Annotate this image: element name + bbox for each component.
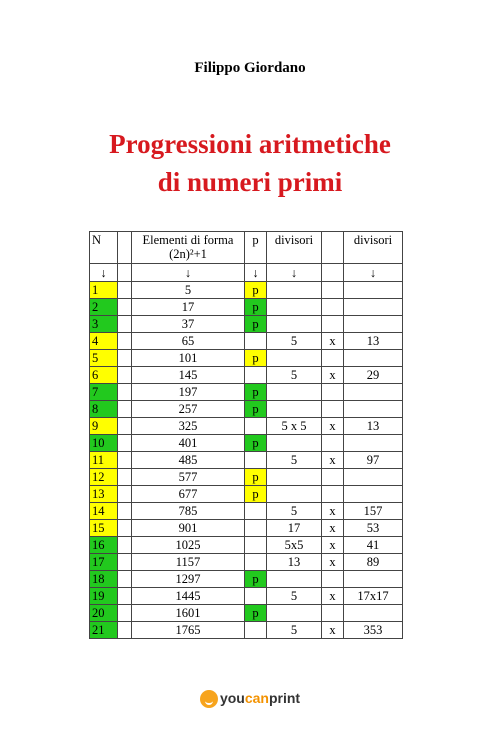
header-n: N [90,232,118,264]
header-divisori-1: divisori [267,232,322,264]
divisor-1 [267,469,322,486]
spacer-cell [118,299,132,316]
smile-logo-icon [200,690,218,708]
divisor-2: 41 [344,537,403,554]
header-x [322,232,344,264]
table-row [90,469,403,486]
down-arrow-icon: ↓ [132,264,245,282]
times-sign [322,469,344,486]
arrow-row [90,264,403,282]
divisor-2: 353 [344,622,403,639]
element-value: 1297 [132,571,245,588]
spacer-cell [118,282,132,299]
element-value: 1025 [132,537,245,554]
divisor-1: 13 [267,554,322,571]
spacer-cell [118,367,132,384]
row-number: 10 [90,435,118,452]
times-sign: x [322,503,344,520]
table-row [90,520,403,537]
logo-text-can: can [244,690,269,706]
down-arrow-icon: ↓ [344,264,403,282]
spacer-cell [118,350,132,367]
down-arrow-icon: ↓ [245,264,267,282]
header-elements-line1: Elementi di forma [142,233,234,247]
divisor-1: 17 [267,520,322,537]
spacer-cell [118,435,132,452]
element-value: 37 [132,316,245,333]
spacer-cell [118,333,132,350]
row-number: 15 [90,520,118,537]
table-row [90,418,403,435]
prime-marker: p [245,384,267,401]
table-row [90,486,403,503]
spacer-cell [118,520,132,537]
spacer-cell [118,316,132,333]
book-title [0,125,500,201]
divisor-1 [267,486,322,503]
divisor-1 [267,435,322,452]
times-sign [322,282,344,299]
table-row [90,282,403,299]
arrow-spacer [118,264,132,282]
divisor-2: 97 [344,452,403,469]
row-number: 7 [90,384,118,401]
times-sign: x [322,622,344,639]
element-value: 197 [132,384,245,401]
arrow-spacer [322,264,344,282]
divisor-1 [267,350,322,367]
times-sign: x [322,554,344,571]
table-row [90,333,403,350]
prime-marker: p [245,401,267,418]
prime-marker [245,520,267,537]
element-value: 785 [132,503,245,520]
table-row [90,367,403,384]
prime-marker [245,367,267,384]
table-row [90,588,403,605]
table-row [90,350,403,367]
times-sign [322,316,344,333]
element-value: 257 [132,401,245,418]
divisor-1 [267,605,322,622]
prime-marker: p [245,299,267,316]
times-sign [322,401,344,418]
divisor-1: 5 [267,588,322,605]
spacer-cell [118,537,132,554]
divisor-2 [344,401,403,418]
divisor-1 [267,299,322,316]
row-number: 16 [90,537,118,554]
divisor-2: 53 [344,520,403,537]
row-number: 6 [90,367,118,384]
times-sign: x [322,588,344,605]
spacer-cell [118,401,132,418]
prime-marker: p [245,571,267,588]
spacer-cell [118,418,132,435]
divisor-1: 5 [267,333,322,350]
prime-marker [245,418,267,435]
times-sign [322,435,344,452]
header-spacer [118,232,132,264]
divisor-2 [344,282,403,299]
spacer-cell [118,554,132,571]
row-number: 3 [90,316,118,333]
prime-marker: p [245,350,267,367]
primes-table [89,231,403,639]
divisor-2: 13 [344,333,403,350]
times-sign: x [322,333,344,350]
element-value: 325 [132,418,245,435]
row-number: 17 [90,554,118,571]
row-number: 21 [90,622,118,639]
divisor-1 [267,401,322,418]
row-number: 18 [90,571,118,588]
spacer-cell [118,503,132,520]
prime-marker [245,333,267,350]
times-sign: x [322,537,344,554]
table-row [90,537,403,554]
divisor-2: 17x17 [344,588,403,605]
element-value: 101 [132,350,245,367]
times-sign: x [322,452,344,469]
prime-marker: p [245,469,267,486]
table-row [90,316,403,333]
spacer-cell [118,469,132,486]
table-header-row [90,232,403,264]
divisor-2 [344,486,403,503]
element-value: 1157 [132,554,245,571]
times-sign [322,486,344,503]
table-row [90,384,403,401]
divisor-2: 29 [344,367,403,384]
times-sign: x [322,367,344,384]
row-number: 2 [90,299,118,316]
divisor-2: 157 [344,503,403,520]
divisor-2: 13 [344,418,403,435]
row-number: 13 [90,486,118,503]
row-number: 19 [90,588,118,605]
table-row [90,452,403,469]
prime-marker [245,554,267,571]
row-number: 5 [90,350,118,367]
row-number: 8 [90,401,118,418]
table-row [90,503,403,520]
divisor-2 [344,316,403,333]
element-value: 65 [132,333,245,350]
element-value: 17 [132,299,245,316]
times-sign [322,299,344,316]
table-row [90,622,403,639]
divisor-1 [267,384,322,401]
divisor-2 [344,384,403,401]
prime-marker: p [245,435,267,452]
element-value: 901 [132,520,245,537]
table-row [90,299,403,316]
table-row [90,401,403,418]
spacer-cell [118,605,132,622]
prime-marker: p [245,605,267,622]
down-arrow-icon: ↓ [90,264,118,282]
times-sign: x [322,418,344,435]
divisor-1: 5 [267,367,322,384]
prime-marker: p [245,486,267,503]
spacer-cell [118,622,132,639]
logo-text-you: you [219,690,245,706]
spacer-cell [118,384,132,401]
divisor-2 [344,571,403,588]
row-number: 1 [90,282,118,299]
spacer-cell [118,452,132,469]
prime-marker [245,622,267,639]
header-p: p [245,232,267,264]
element-value: 1445 [132,588,245,605]
spacer-cell [118,588,132,605]
element-value: 1765 [132,622,245,639]
divisor-2 [344,350,403,367]
table-row [90,571,403,588]
row-number: 12 [90,469,118,486]
table-row [90,435,403,452]
spacer-cell [118,571,132,588]
row-number: 14 [90,503,118,520]
spacer-cell [118,486,132,503]
title-line-1: Progressioni aritmetiche [109,129,391,159]
prime-marker: p [245,316,267,333]
times-sign [322,384,344,401]
element-value: 1601 [132,605,245,622]
element-value: 5 [132,282,245,299]
prime-marker [245,537,267,554]
table-row [90,554,403,571]
divisor-2 [344,469,403,486]
divisor-1 [267,571,322,588]
divisor-2 [344,605,403,622]
times-sign [322,350,344,367]
publisher-logo [0,690,500,708]
times-sign [322,605,344,622]
header-divisori-2: divisori [344,232,403,264]
down-arrow-icon: ↓ [267,264,322,282]
table-row [90,605,403,622]
prime-marker: p [245,282,267,299]
divisor-1 [267,282,322,299]
title-line-2: di numeri primi [157,167,343,197]
divisor-1: 5 [267,503,322,520]
divisor-2 [344,299,403,316]
divisor-1: 5x5 [267,537,322,554]
divisor-1: 5 x 5 [267,418,322,435]
row-number: 4 [90,333,118,350]
header-elements-line2: (2n)²+1 [169,247,207,261]
times-sign [322,571,344,588]
prime-marker [245,452,267,469]
prime-marker [245,588,267,605]
row-number: 9 [90,418,118,435]
divisor-1: 5 [267,622,322,639]
element-value: 577 [132,469,245,486]
element-value: 145 [132,367,245,384]
times-sign: x [322,520,344,537]
row-number: 11 [90,452,118,469]
logo-text-print: print [268,690,301,706]
divisor-2 [344,435,403,452]
prime-marker [245,503,267,520]
divisor-1 [267,316,322,333]
row-number: 20 [90,605,118,622]
element-value: 485 [132,452,245,469]
header-elements [132,232,245,264]
element-value: 401 [132,435,245,452]
divisor-1: 5 [267,452,322,469]
author-name: Filippo Giordano [194,60,306,76]
element-value: 677 [132,486,245,503]
divisor-2: 89 [344,554,403,571]
